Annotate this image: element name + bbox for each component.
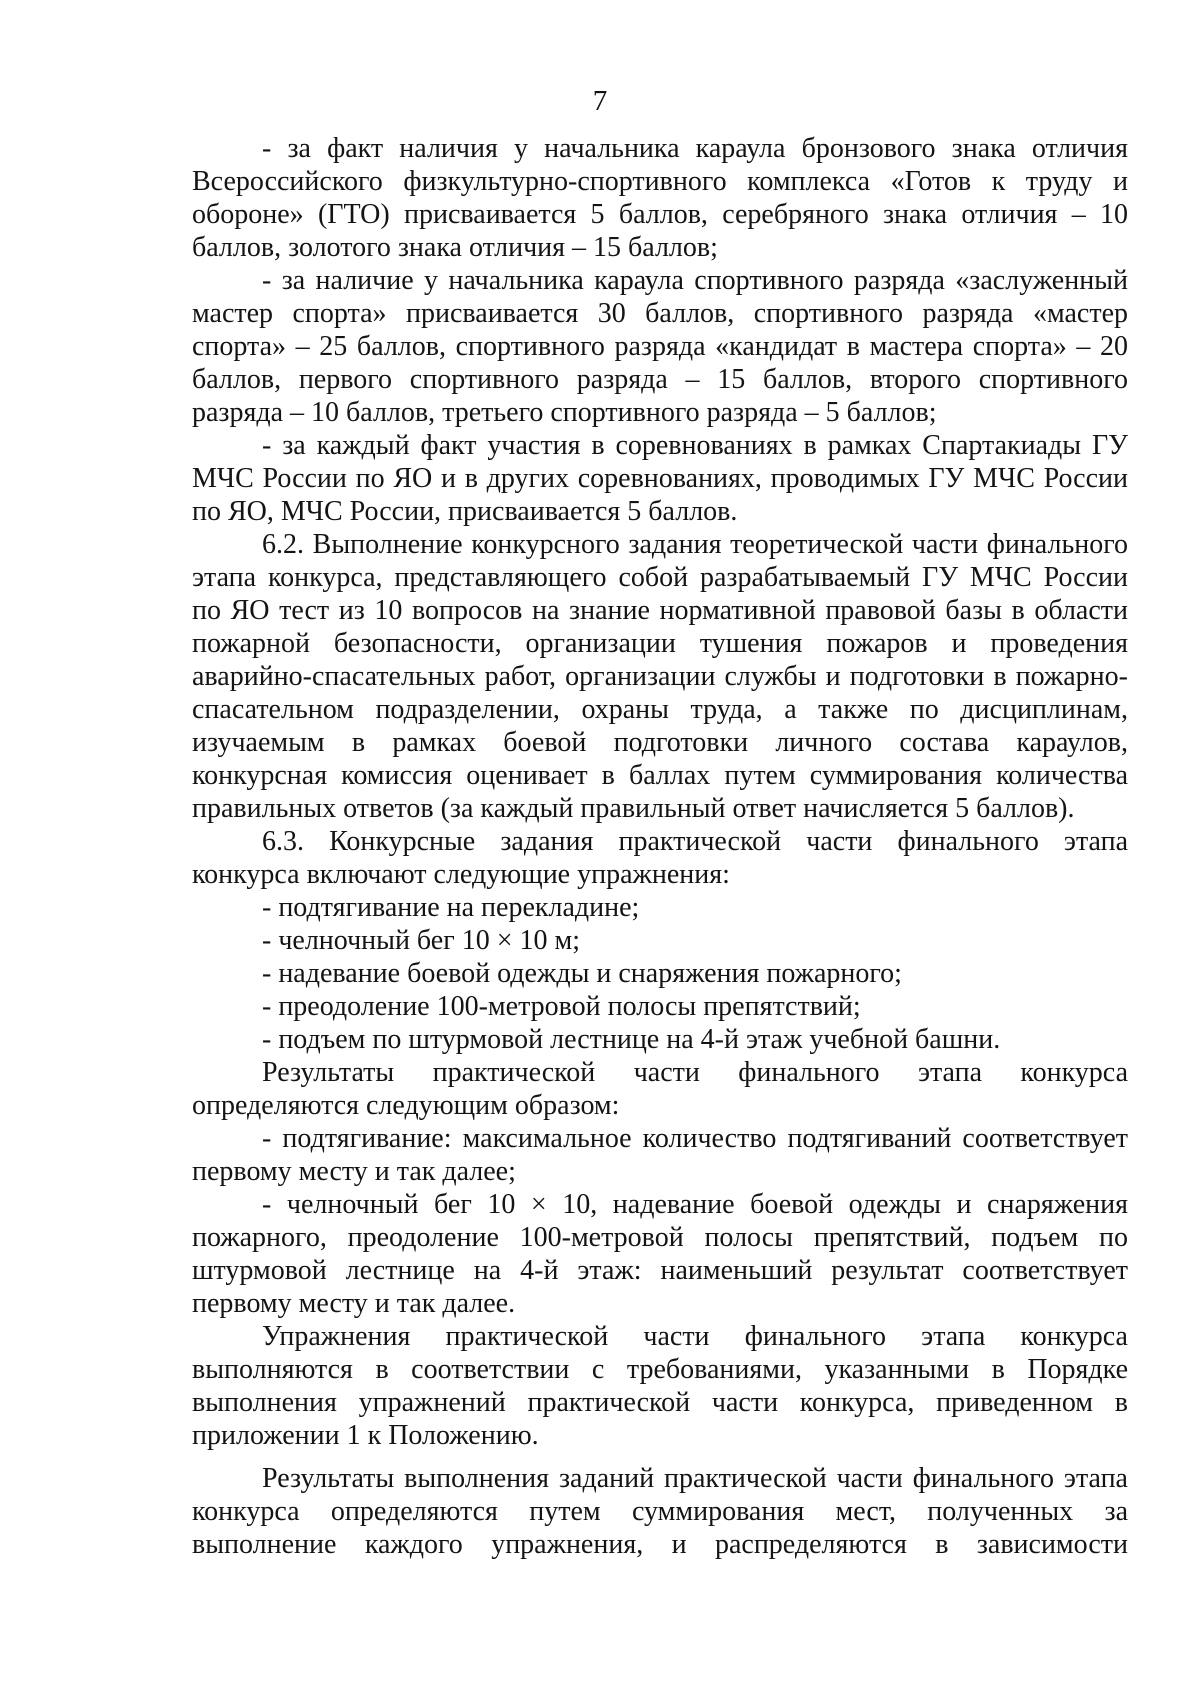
paragraph-gto-badge-points: - за факт наличия у начальника караула бронзового знака отличия Всероссийского физкультурно-спортивного комплекса «Готов к труду и обороне» (ГТО) присваивается 5 баллов, серебряного знака отличия – 10 баллов, золотого знака отличия – 15 баллов; <box>192 133 1128 263</box>
paragraph-results-determination: Результаты практической части финального этапа конкурса определяются следующим образом: <box>192 1057 1128 1121</box>
paragraph-pull-up-scoring: - подтягивание: максимальное количество подтягиваний соответствует первому месту и так далее; <box>192 1123 1128 1187</box>
paragraph-exercise-requirements: Упражнения практической части финального этапа конкурса выполняются в соответствии с требованиями, указанными в Порядке выполнения упражнений практической части конкурса, приведенном в приложении 1 к Положению. <box>192 1321 1128 1451</box>
list-item-gear-donning: - надевание боевой одежды и снаряжения пожарного; <box>262 958 902 989</box>
paragraph-sports-rank-points: - за наличие у начальника караула спортивного разряда «заслуженный мастер спорта» присваивается 30 баллов, спортивного разряда «мастер спорта» – 25 баллов, спортивного разряда «кандидат в мастера спорта» – 20 баллов, первого спортивного разряда – 15 баллов, второго спортивного разряда – 10 баллов, третьего спортивного разряда – 5 баллов; <box>192 265 1128 428</box>
paragraph-6-2-theory-task: 6.2. Выполнение конкурсного задания теоретической части финального этапа конкурса, представляющего собой разрабатываемый ГУ МЧС России по ЯО тест из 10 вопросов на знание нормативной правовой базы в области пожарной безопасности, организации тушения пожаров и проведения аварийно-спасательных работ, организации службы и подготовки в пожарно-спасательном подразделении, охраны труда, а также по дисциплинам, изучаемым в рамках боевой подготовки личного состава караулов, конкурсная комиссия оценивает в баллах путем суммирования количества правильных ответов (за каждый правильный ответ начисляется 5 баллов). <box>192 529 1128 824</box>
paragraph-competition-participation-points: - за каждый факт участия в соревнованиях в рамках Спартакиады ГУ МЧС России по ЯО и в других соревнованиях, проводимых ГУ МЧС России по ЯО, МЧС России, присваивается 5 баллов. <box>192 430 1128 527</box>
paragraph-timed-exercises-scoring: - челночный бег 10 × 10, надевание боевой одежды и снаряжения пожарного, преодоление 100-метровой полосы препятствий, подъем по штурмовой лестнице на 4-й этаж: наименьший результат соответствует первому месту и так далее. <box>192 1189 1128 1319</box>
paragraph-results-summation: Результаты выполнения заданий практической части финального этапа конкурса определяются путем суммирования мест, полученных за выполнение каждого упражнения, и распределяются в зависимости <box>192 1463 1128 1560</box>
paragraph-6-3-practical-tasks: 6.3. Конкурсные задания практической части финального этапа конкурса включают следующие упражнения: <box>192 826 1128 890</box>
list-item-shuttle-run: - челночный бег 10 × 10 м; <box>262 925 581 956</box>
list-item-assault-ladder: - подъем по штурмовой лестнице на 4-й этаж учебной башни. <box>262 1024 1001 1055</box>
list-item-obstacle-course: - преодоление 100-метровой полосы препятствий; <box>262 991 861 1022</box>
list-item-pull-ups: - подтягивание на перекладине; <box>262 892 640 923</box>
document-body <box>192 132 1128 1561</box>
page-number: 7 <box>592 85 608 117</box>
